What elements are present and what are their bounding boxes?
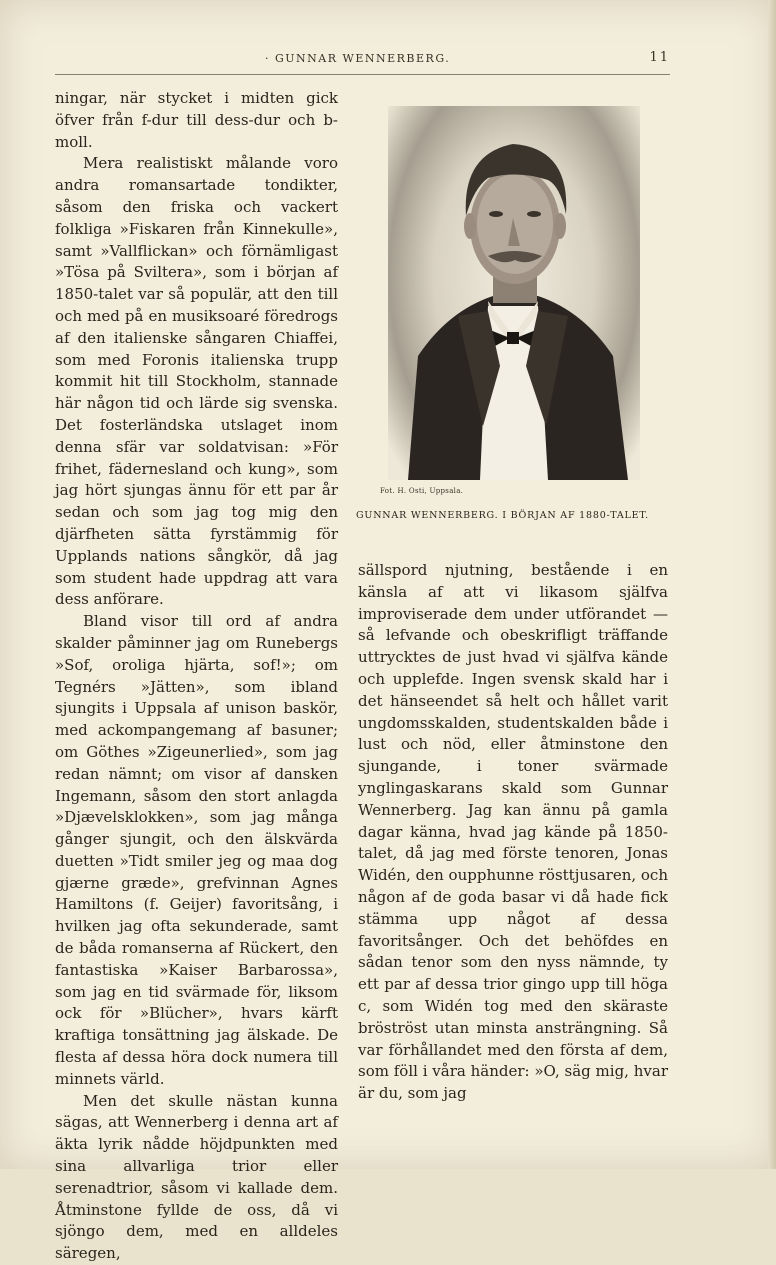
paragraph: sällspord njutning, bestående i en känsla af att vi likasom själfva improviserade dem under utförandet — så lefvande och obeskrifligt träffande uttrycktes de just hvad vi själfva kände och upplefde. Ingen svensk skald har i det hänseendet så helt och hållet varit ungdomsskalden, studentskalden både i lust och nöd, eller åtminstone den sjungande, i toner svärmade ynglingaskarans skald som Gunnar Wennerberg. Jag kan ännu på gamla dagar känna, hvad jag kände på 1850-talet, då jag med förste tenoren, Jonas Widén, den oupphunne rösttjusaren, och någon af de goda basar vi då hade fick stämma upp något af dessa favoritsånger. Och det behöfdes en sådan tenor som den nyss nämnde, ty ett par af dessa trior gingo upp till höga c, som Widén tog med den skäraste bröströst utan minsta ansträngning. Så var förhållandet med den första af dem, som föll i våra händer: »O, säg mig, hvar är du, som jag <box>358 561 668 1103</box>
running-header <box>55 48 670 72</box>
photo-credit: Fot. H. Osti, Uppsala. <box>380 487 464 495</box>
paragraph: Men det skulle nästan kunna sägas, att Wennerberg i denna art af äkta lyrik nådde höjdpunkten med sina allvarliga trior eller serenadtrior, såsom vi kallade dem. Åtminstone fyllde de oss, då vi sjöngo dem, med en alldeles säregen, <box>55 1091 338 1263</box>
portrait-illustration <box>388 106 640 480</box>
page-number: 11 <box>649 50 670 65</box>
portrait-photo <box>388 106 640 480</box>
paragraph: ningar, när stycket i midten gick öfver från f-dur till dess-dur och b-moll. <box>55 89 338 151</box>
running-title: · GUNNAR WENNERBERG. <box>265 52 451 65</box>
paragraph: Bland visor till ord af andra skalder påminner jag om Runebergs »Sof, oroliga hjärta, sof!»; om Tegnérs »Jätten», som ibland sjungits i Uppsala af unison baskör, med ackompangemang af basuner; om Göthes »Zigeunerlied», som jag redan nämnt; om visor af dansken Ingemann, såsom den stort anlagda »Djævelsklokken», som jag många gånger sjungit, och den älskvärda duetten »Tidt smiler jeg og maa dog gjærne græde», grefvinnan Agnes Hamiltons (f. Geijer) favoritsång, i hvilken jag ofta sekunderade, samt de båda romanserna af Rückert, den fantastiska »Kaiser Barbarossa», som jag en tid svärmade för, liksom ock för »Blücher», hvars kärft kraftiga tonsättning jag älskade. De flesta af dessa höra dock numera till minnets värld. <box>55 612 338 1088</box>
left-column <box>55 88 338 1265</box>
figure-caption: GUNNAR WENNERBERG. I BÖRJAN AF 1880-TALET. <box>356 510 649 521</box>
page-edge <box>768 0 776 1169</box>
paragraph: Mera realistiskt målande voro andra romansartade tondikter, såsom den friska och vackert folkliga »Fiskaren från Kinnekulle», samt »Vallflickan» och förnämligast »Tösa på Sviltera», som i början af 1850-talet var så populär, att den till och med på en musiksoaré föredrogs af den italienske sångaren Chiaffei, som med Foronis italienska trupp kommit hit till Stockholm, stannade här någon tid och lärde sig svenska. Det fosterländska utslaget inom denna sfär var soldatvisan: »För frihet, fädernesland och kung», som jag hört sjungas ännu för ett par år sedan och som jag tog mig den djärfheten sätta fyrstämmig för Upplands nations sångkör, då jag som student hade uppdrag att vara dess anförare. <box>55 154 338 609</box>
right-column <box>358 560 668 1105</box>
header-rule <box>55 74 670 75</box>
